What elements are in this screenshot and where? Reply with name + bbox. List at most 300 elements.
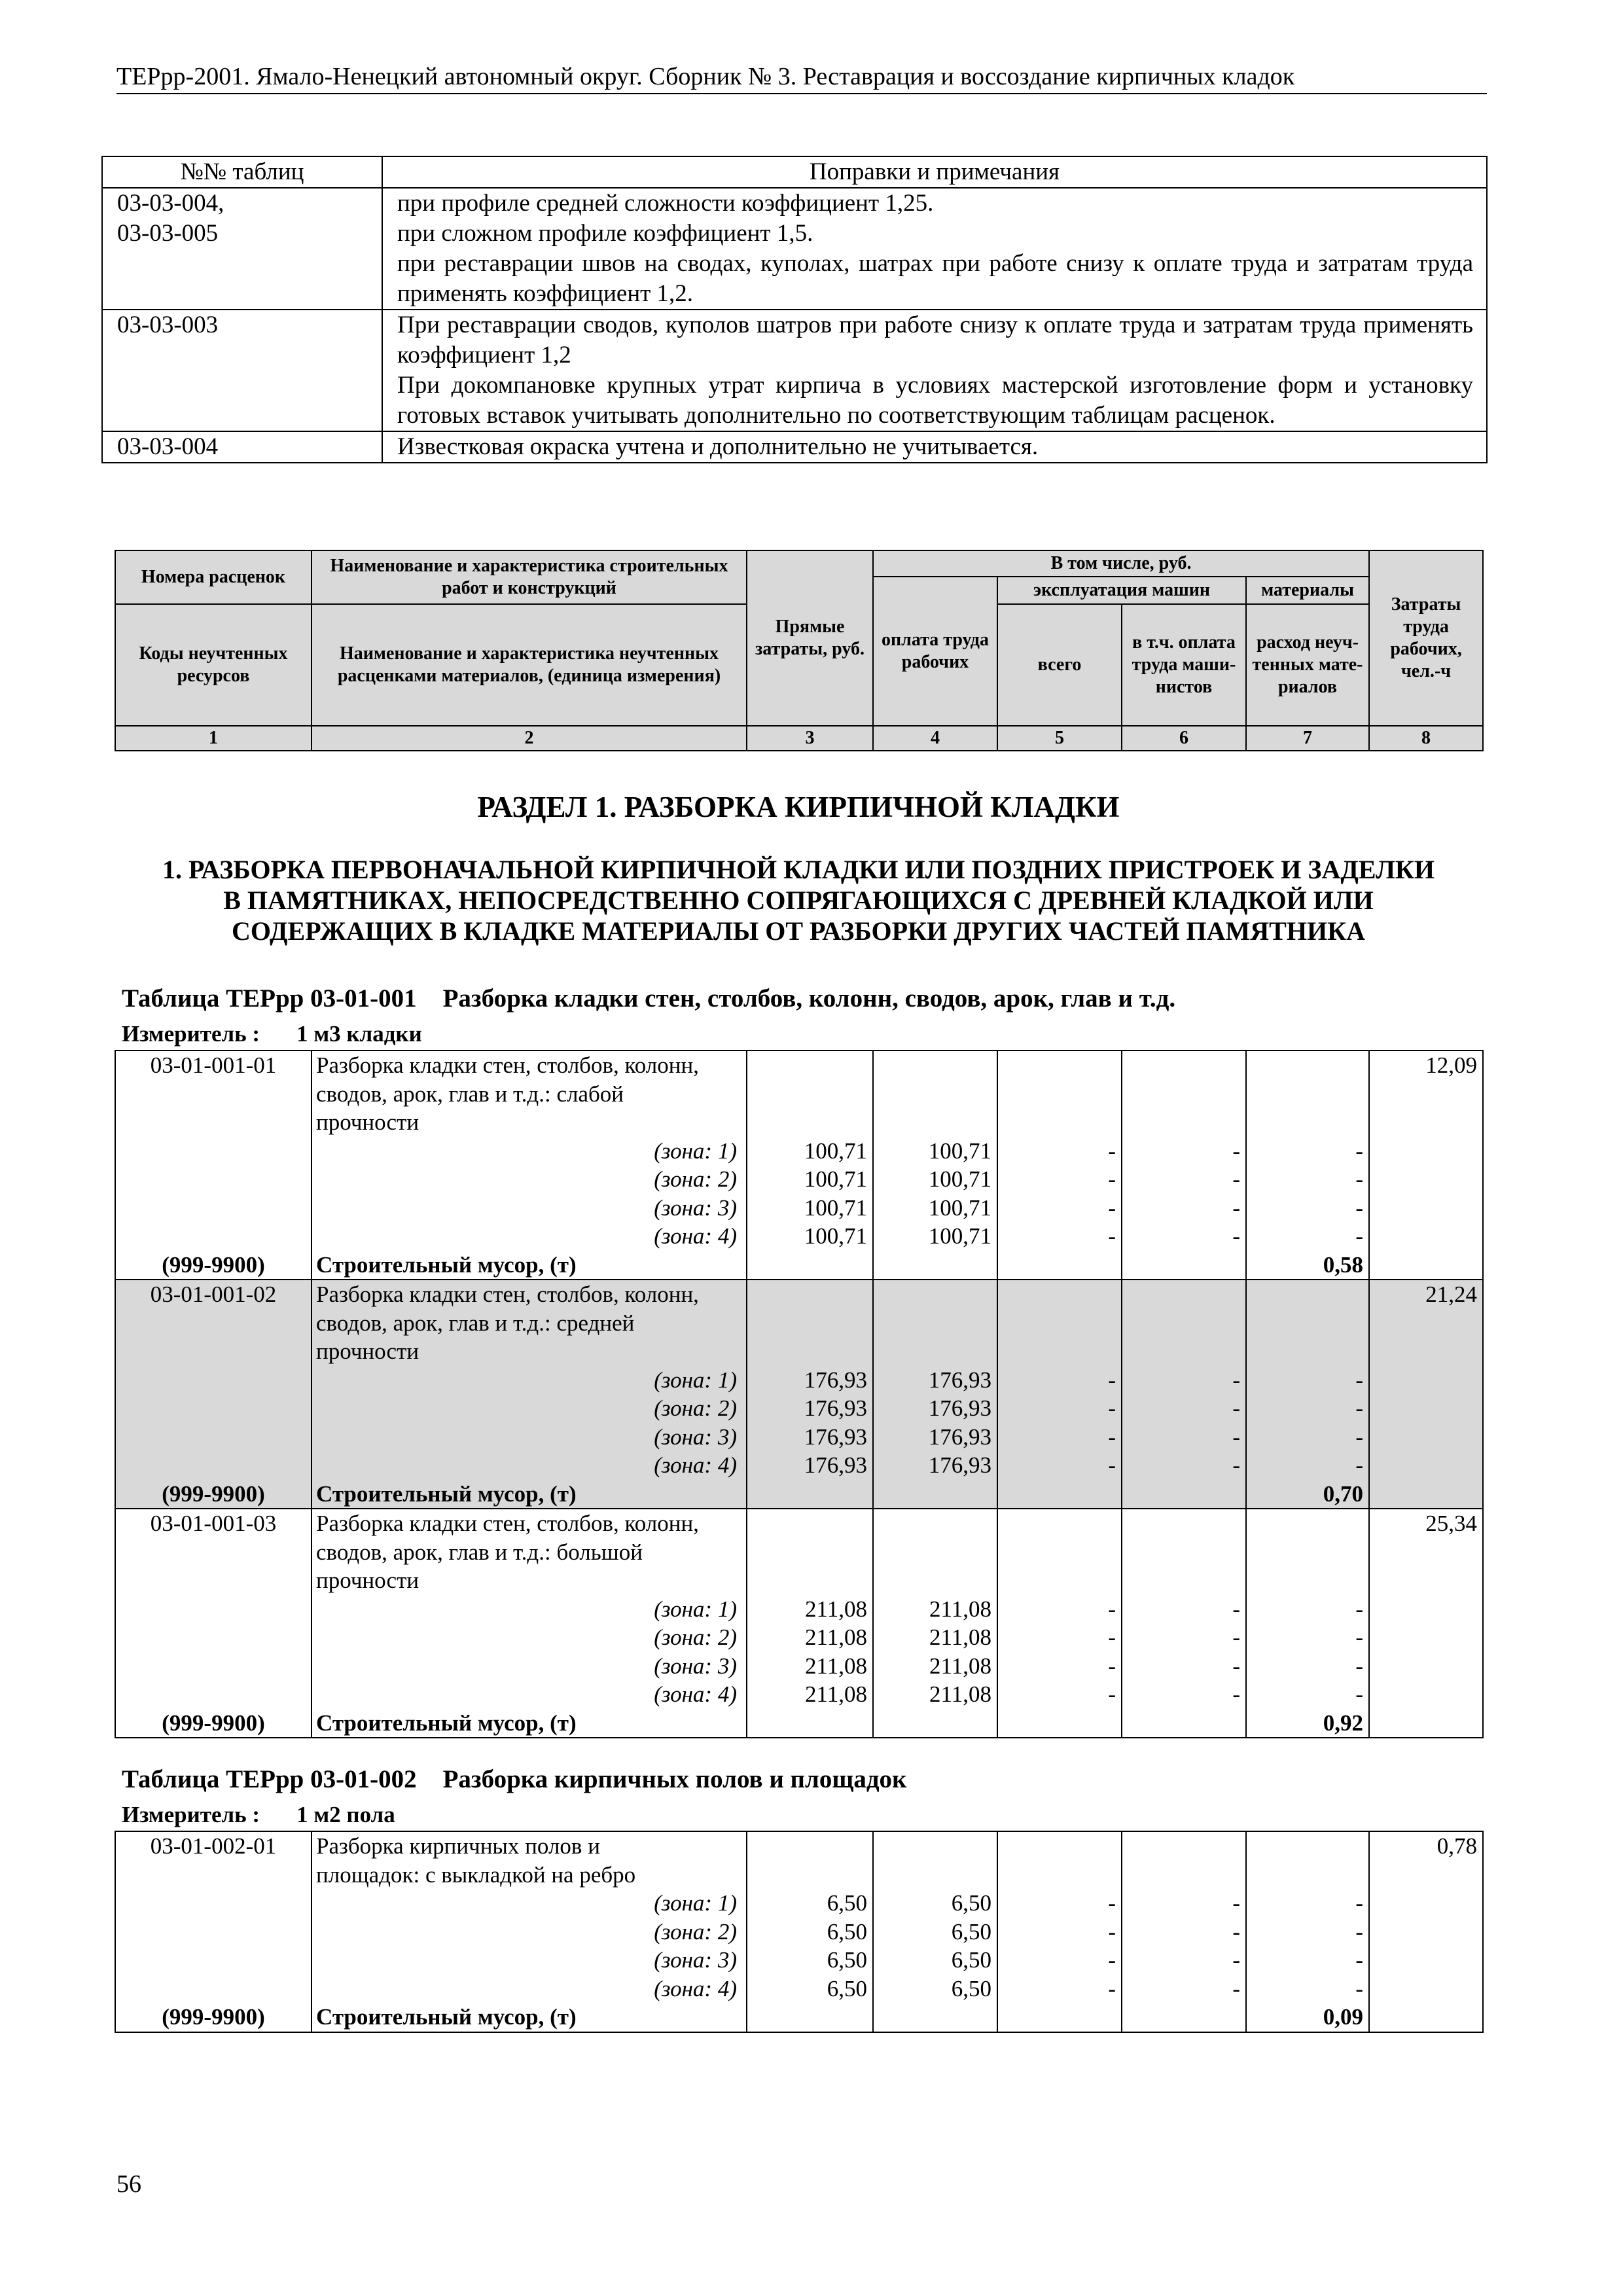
empty-cell (115, 1337, 312, 1366)
labor-cost: 25,34 (1369, 1509, 1483, 1538)
zone-row (115, 1595, 1483, 1624)
machine-total: - (997, 1918, 1122, 1946)
material-consumption: - (1246, 1451, 1369, 1480)
rate-name-line: прочности (312, 1566, 747, 1595)
empty-cell (997, 1251, 1122, 1280)
empty-cell (1122, 1280, 1246, 1309)
notes-text-cell (382, 188, 1487, 310)
labor-cost: 21,24 (1369, 1280, 1483, 1309)
empty-cell (1369, 1946, 1483, 1975)
material-consumption: - (1246, 1623, 1369, 1652)
empty-cell (115, 1222, 312, 1251)
notes-row (102, 188, 1487, 310)
empty-cell (115, 1680, 312, 1709)
resource-name: Строительный мусор, (т) (312, 1480, 747, 1509)
running-header: ТЕРрр-2001. Ямало-Ненецкий автономный округ. Сборник № 3. Реставрация и воссоздание кирпичных кладок (116, 60, 1487, 94)
resource-row (115, 1480, 1483, 1509)
notes-table-ref: 03-03-004, (117, 190, 224, 217)
zone-row (115, 1423, 1483, 1452)
empty-cell (873, 1480, 997, 1509)
empty-cell (997, 1538, 1122, 1567)
resource-code: (999-9900) (115, 2003, 312, 2032)
material-consumption: - (1246, 1366, 1369, 1395)
empty-cell (1122, 1480, 1246, 1509)
empty-cell (747, 1108, 873, 1137)
notes-row (102, 310, 1487, 431)
empty-cell (115, 1309, 312, 1338)
rate-name-row (115, 1566, 1483, 1595)
empty-cell (747, 1280, 873, 1309)
empty-cell (997, 1309, 1122, 1338)
empty-cell (1246, 1337, 1369, 1366)
rate-name-line: Разборка кирпичных полов и (312, 1831, 747, 1861)
table-name: Разборка кладки стен, столбов, колонн, сводов, арок, глав и т.д. (442, 984, 1176, 1013)
rate-name-row (115, 1861, 1483, 1890)
empty-cell (997, 1080, 1122, 1109)
labor-pay: 100,71 (873, 1165, 997, 1194)
empty-cell (1369, 1652, 1483, 1681)
material-consumption: - (1246, 1680, 1369, 1709)
zone-label: (зона: 1) (312, 1595, 747, 1624)
empty-cell (115, 1194, 312, 1223)
rate-name-row (115, 1280, 1483, 1309)
empty-cell (115, 1566, 312, 1595)
rate-name-line: сводов, арок, глав и т.д.: средней (312, 1309, 747, 1338)
empty-cell (1246, 1050, 1369, 1080)
zone-label: (зона: 2) (312, 1394, 747, 1423)
resource-row (115, 1709, 1483, 1738)
material-consumption: - (1246, 1394, 1369, 1423)
empty-cell (1369, 1975, 1483, 2003)
rate-name-line: прочности (312, 1337, 747, 1366)
rate-name-row (115, 1538, 1483, 1567)
empty-cell (747, 1251, 873, 1280)
zone-label: (зона: 1) (312, 1137, 747, 1166)
machinist-pay: - (1122, 1918, 1246, 1946)
material-consumption: - (1246, 1889, 1369, 1918)
notes-text-cell (382, 431, 1487, 463)
table-code: Таблица ТЕРрр 03-01-002 (122, 1765, 417, 1793)
machinist-pay: - (1122, 1194, 1246, 1223)
empty-cell (1246, 1831, 1369, 1861)
machinist-pay: - (1122, 1889, 1246, 1918)
direct-cost: 6,50 (747, 1946, 873, 1975)
zone-row (115, 1975, 1483, 2003)
empty-cell (873, 1108, 997, 1137)
machine-total: - (997, 1165, 1122, 1194)
machine-total: - (997, 1889, 1122, 1918)
subsection-title-line: 1. РАЗБОРКА ПЕРВОНАЧАЛЬНОЙ КИРПИЧНОЙ КЛАДКИ ИЛИ ПОЗДНИХ ПРИСТРОЕК И ЗАДЕЛКИ (162, 855, 1435, 884)
zone-row (115, 1680, 1483, 1709)
empty-cell (997, 1050, 1122, 1080)
empty-cell (997, 1480, 1122, 1509)
direct-cost: 100,71 (747, 1222, 873, 1251)
empty-cell (997, 1108, 1122, 1137)
notes-table (101, 156, 1488, 463)
header-rate-numbers: Номера расценок (115, 550, 312, 604)
material-consumption: - (1246, 1165, 1369, 1194)
material-consumption: - (1246, 1918, 1369, 1946)
notes-table-ref: 03-03-005 (117, 220, 219, 247)
zone-label: (зона: 1) (312, 1889, 747, 1918)
direct-cost: 100,71 (747, 1137, 873, 1166)
machinist-pay: - (1122, 1366, 1246, 1395)
measurement-unit (122, 1020, 422, 1049)
machine-total: - (997, 1423, 1122, 1452)
note-text: при сложном профиле коэффициент 1,5. (397, 220, 813, 247)
resource-row (115, 2003, 1483, 2032)
resource-name: Строительный мусор, (т) (312, 2003, 747, 2032)
empty-cell (873, 1709, 997, 1738)
empty-cell (1246, 1861, 1369, 1890)
machinist-pay: - (1122, 1423, 1246, 1452)
empty-cell (115, 1451, 312, 1480)
empty-cell (873, 1566, 997, 1595)
table-title (122, 983, 1175, 1014)
machine-total: - (997, 1366, 1122, 1395)
empty-cell (1246, 1309, 1369, 1338)
zone-row (115, 1946, 1483, 1975)
empty-cell (997, 1831, 1122, 1861)
notes-tables-cell (102, 431, 382, 463)
header-number-row (115, 726, 1483, 751)
rate-name-row (115, 1831, 1483, 1861)
resource-value: 0,92 (1246, 1709, 1369, 1738)
zone-label: (зона: 3) (312, 1652, 747, 1681)
empty-cell (115, 1137, 312, 1166)
rate-code: 03-01-002-01 (115, 1831, 312, 1861)
header-col-number: 3 (747, 726, 873, 751)
machine-total: - (997, 1137, 1122, 1166)
machine-total: - (997, 1595, 1122, 1624)
labor-pay: 176,93 (873, 1423, 997, 1452)
header-materials: материалы (1246, 577, 1369, 604)
machine-total: - (997, 1623, 1122, 1652)
note-text: при реставрации швов на сводах, куполах, шатрах при работе снизу к оплате труда и затратам труда применять коэффициент 1,2. (397, 250, 1473, 307)
header-including: В том числе, руб. (873, 550, 1369, 577)
empty-cell (747, 1080, 873, 1109)
rates-table (115, 1050, 1484, 1738)
labor-pay: 211,08 (873, 1595, 997, 1624)
resource-code: (999-9900) (115, 1251, 312, 1280)
zone-row (115, 1394, 1483, 1423)
labor-pay: 100,71 (873, 1137, 997, 1166)
empty-cell (997, 1566, 1122, 1595)
resource-name: Строительный мусор, (т) (312, 1251, 747, 1280)
empty-cell (747, 1050, 873, 1080)
direct-cost: 211,08 (747, 1623, 873, 1652)
empty-cell (747, 1566, 873, 1595)
subsection-title-line: СОДЕРЖАЩИХ В КЛАДКЕ МАТЕРИАЛЫ ОТ РАЗБОРКИ ДРУГИХ ЧАСТЕЙ ПАМЯТНИКА (232, 916, 1365, 946)
material-consumption: - (1246, 1652, 1369, 1681)
machinist-pay: - (1122, 1165, 1246, 1194)
empty-cell (1369, 1451, 1483, 1480)
empty-cell (1246, 1509, 1369, 1538)
zone-row (115, 1222, 1483, 1251)
labor-pay: 211,08 (873, 1680, 997, 1709)
rate-name-line: Разборка кладки стен, столбов, колонн, (312, 1050, 747, 1080)
machinist-pay: - (1122, 1595, 1246, 1624)
labor-pay: 176,93 (873, 1451, 997, 1480)
header-total: всего (997, 604, 1122, 726)
zone-label: (зона: 2) (312, 1623, 747, 1652)
empty-cell (1369, 1194, 1483, 1223)
empty-cell (1246, 1538, 1369, 1567)
machine-total: - (997, 1946, 1122, 1975)
column-header-table (115, 550, 1484, 751)
empty-cell (1122, 1509, 1246, 1538)
empty-cell (1369, 1889, 1483, 1918)
material-consumption: - (1246, 1975, 1369, 2003)
rate-name-line: сводов, арок, глав и т.д.: слабой (312, 1080, 747, 1109)
machine-total: - (997, 1652, 1122, 1681)
empty-cell (873, 1050, 997, 1080)
empty-cell (873, 1337, 997, 1366)
machinist-pay: - (1122, 1394, 1246, 1423)
empty-cell (997, 1709, 1122, 1738)
subsection-title-line: В ПАМЯТНИКАХ, НЕПОСРЕДСТВЕННО СОПРЯГАЮЩИХСЯ С ДРЕВНЕЙ КЛАДКОЙ ИЛИ (223, 886, 1374, 915)
direct-cost: 6,50 (747, 1975, 873, 2003)
empty-cell (1369, 1623, 1483, 1652)
direct-cost: 6,50 (747, 1918, 873, 1946)
direct-cost: 211,08 (747, 1595, 873, 1624)
resource-value: 0,70 (1246, 1480, 1369, 1509)
empty-cell (873, 1861, 997, 1890)
rate-name-line: Разборка кладки стен, столбов, колонн, (312, 1509, 747, 1538)
zone-label: (зона: 4) (312, 1975, 747, 2003)
zone-row (115, 1194, 1483, 1223)
machine-total: - (997, 1194, 1122, 1223)
empty-cell (1246, 1566, 1369, 1595)
measurement-label: Измеритель : (122, 1802, 260, 1827)
table-code: Таблица ТЕРрр 03-01-001 (122, 984, 417, 1013)
empty-cell (1122, 1108, 1246, 1137)
empty-cell (1369, 1222, 1483, 1251)
empty-cell (115, 1861, 312, 1890)
rate-name-row (115, 1050, 1483, 1080)
empty-cell (1369, 1480, 1483, 1509)
zone-label: (зона: 1) (312, 1366, 747, 1395)
material-consumption: - (1246, 1423, 1369, 1452)
labor-pay: 6,50 (873, 1889, 997, 1918)
empty-cell (1246, 1080, 1369, 1109)
empty-cell (1369, 1309, 1483, 1338)
empty-cell (1369, 1137, 1483, 1166)
empty-cell (1122, 1538, 1246, 1567)
empty-cell (1369, 1337, 1483, 1366)
empty-cell (747, 2003, 873, 2032)
header-consumption: расход неуч-тенных мате-риалов (1246, 604, 1369, 726)
empty-cell (1122, 2003, 1246, 2032)
empty-cell (1369, 1566, 1483, 1595)
empty-cell (997, 1337, 1122, 1366)
empty-cell (115, 1108, 312, 1137)
empty-cell (1122, 1050, 1246, 1080)
notes-header-tables: №№ таблиц (102, 156, 382, 188)
machinist-pay: - (1122, 1975, 1246, 2003)
direct-cost: 176,93 (747, 1394, 873, 1423)
empty-cell (1122, 1080, 1246, 1109)
direct-cost: 176,93 (747, 1451, 873, 1480)
direct-cost: 176,93 (747, 1366, 873, 1395)
empty-cell (115, 1652, 312, 1681)
labor-pay: 6,50 (873, 1918, 997, 1946)
empty-cell (1122, 1831, 1246, 1861)
resource-code: (999-9900) (115, 1480, 312, 1509)
zone-row (115, 1451, 1483, 1480)
machinist-pay: - (1122, 1623, 1246, 1652)
notes-table-ref: 03-03-003 (117, 312, 219, 338)
empty-cell (1122, 1309, 1246, 1338)
empty-cell (1122, 1566, 1246, 1595)
machine-total: - (997, 1975, 1122, 2003)
empty-cell (1369, 1709, 1483, 1738)
empty-cell (1369, 1394, 1483, 1423)
empty-cell (873, 1280, 997, 1309)
zone-row (115, 1918, 1483, 1946)
resource-value: 0,58 (1246, 1251, 1369, 1280)
empty-cell (1369, 1366, 1483, 1395)
note-text: при профиле средней сложности коэффициент 1,25. (397, 190, 934, 217)
empty-cell (873, 1509, 997, 1538)
empty-cell (1246, 1108, 1369, 1137)
empty-cell (1369, 1680, 1483, 1709)
direct-cost: 211,08 (747, 1680, 873, 1709)
rate-name-line: прочности (312, 1108, 747, 1137)
machine-total: - (997, 1680, 1122, 1709)
zone-label: (зона: 2) (312, 1165, 747, 1194)
rate-name-row (115, 1337, 1483, 1366)
machinist-pay: - (1122, 1222, 1246, 1251)
empty-cell (873, 1831, 997, 1861)
empty-cell (997, 2003, 1122, 2032)
direct-cost: 100,71 (747, 1165, 873, 1194)
machinist-pay: - (1122, 1680, 1246, 1709)
empty-cell (115, 1946, 312, 1975)
machinist-pay: - (1122, 1652, 1246, 1681)
zone-row (115, 1165, 1483, 1194)
direct-cost: 176,93 (747, 1423, 873, 1452)
empty-cell (1369, 1861, 1483, 1890)
notes-header-row (102, 156, 1487, 188)
header-labor-pay: оплата труда рабочих (873, 577, 997, 726)
labor-pay: 211,08 (873, 1623, 997, 1652)
measurement-label: Измеритель : (122, 1021, 260, 1047)
rate-name-row (115, 1108, 1483, 1137)
empty-cell (1122, 1251, 1246, 1280)
header-col-number: 7 (1246, 726, 1369, 751)
empty-cell (115, 1623, 312, 1652)
notes-header-notes: Поправки и примечания (382, 156, 1487, 188)
rates-table (115, 1831, 1484, 2033)
header-col-number: 1 (115, 726, 312, 751)
empty-cell (1369, 1595, 1483, 1624)
table-title (122, 1764, 907, 1795)
empty-cell (1369, 1108, 1483, 1137)
header-col-number: 5 (997, 726, 1122, 751)
empty-cell (873, 1309, 997, 1338)
labor-pay: 100,71 (873, 1194, 997, 1223)
labor-pay: 176,93 (873, 1394, 997, 1423)
empty-cell (747, 1538, 873, 1567)
material-consumption: - (1246, 1222, 1369, 1251)
empty-cell (115, 1595, 312, 1624)
direct-cost: 211,08 (747, 1652, 873, 1681)
zone-row (115, 1889, 1483, 1918)
material-consumption: - (1246, 1137, 1369, 1166)
zone-label: (зона: 3) (312, 1194, 747, 1223)
empty-cell (873, 2003, 997, 2032)
empty-cell (997, 1861, 1122, 1890)
header-col-number: 8 (1369, 726, 1483, 751)
rate-name-line: Разборка кладки стен, столбов, колонн, (312, 1280, 747, 1309)
zone-label: (зона: 3) (312, 1423, 747, 1452)
empty-cell (1369, 1423, 1483, 1452)
labor-pay: 6,50 (873, 1975, 997, 2003)
empty-cell (1369, 1538, 1483, 1567)
measurement-value: 1 м2 пола (296, 1802, 395, 1827)
empty-cell (747, 1709, 873, 1738)
empty-cell (1369, 1251, 1483, 1280)
header-works-name: Наименование и характеристика строительных работ и конструкций (312, 550, 747, 604)
header-col-number: 2 (312, 726, 747, 751)
empty-cell (873, 1538, 997, 1567)
direct-cost: 100,71 (747, 1194, 873, 1223)
empty-cell (1122, 1337, 1246, 1366)
resource-code: (999-9900) (115, 1709, 312, 1738)
empty-cell (1122, 1709, 1246, 1738)
resource-name: Строительный мусор, (т) (312, 1709, 747, 1738)
empty-cell (115, 1538, 312, 1567)
machinist-pay: - (1122, 1451, 1246, 1480)
rate-code: 03-01-001-03 (115, 1509, 312, 1538)
header-labor-costs: Затраты труда рабочих, чел.-ч (1369, 550, 1483, 726)
empty-cell (1369, 1080, 1483, 1109)
empty-cell (115, 1918, 312, 1946)
header-materials-name: Наименование и характеристика неучтенных расценками материалов, (единица измерения) (312, 604, 747, 726)
notes-text-cell (382, 310, 1487, 431)
notes-row (102, 431, 1487, 463)
empty-cell (1369, 1918, 1483, 1946)
machinist-pay: - (1122, 1137, 1246, 1166)
machine-total: - (997, 1394, 1122, 1423)
header-direct-costs: Прямые затраты, руб. (747, 550, 873, 726)
empty-cell (115, 1080, 312, 1109)
labor-pay: 100,71 (873, 1222, 997, 1251)
empty-cell (873, 1080, 997, 1109)
zone-row (115, 1652, 1483, 1681)
section-title: РАЗДЕЛ 1. РАЗБОРКА КИРПИЧНОЙ КЛАДКИ (477, 791, 1120, 823)
empty-cell (747, 1337, 873, 1366)
labor-cost: 0,78 (1369, 1831, 1483, 1861)
zone-row (115, 1623, 1483, 1652)
table-name: Разборка кирпичных полов и площадок (442, 1765, 907, 1793)
header-col-number: 4 (873, 726, 997, 751)
zone-label: (зона: 2) (312, 1918, 747, 1946)
machine-total: - (997, 1451, 1122, 1480)
empty-cell (1122, 1861, 1246, 1890)
note-text: Известковая окраска учтена и дополнительно не учитывается. (397, 433, 1039, 460)
notes-tables-cell (102, 310, 382, 431)
empty-cell (1246, 1280, 1369, 1309)
zone-label: (зона: 4) (312, 1222, 747, 1251)
header-incl-machinists: в т.ч. оплата труда маши-нистов (1122, 604, 1246, 726)
rate-code: 03-01-001-02 (115, 1280, 312, 1309)
resource-row (115, 1251, 1483, 1280)
empty-cell (115, 1394, 312, 1423)
header-col-number: 6 (1122, 726, 1246, 751)
note-text: При докомпановке крупных утрат кирпича в условиях мастерской изготовление форм и установку готовых вставок учитывать дополнительно по соответствующим таблицам расценок. (397, 372, 1473, 429)
